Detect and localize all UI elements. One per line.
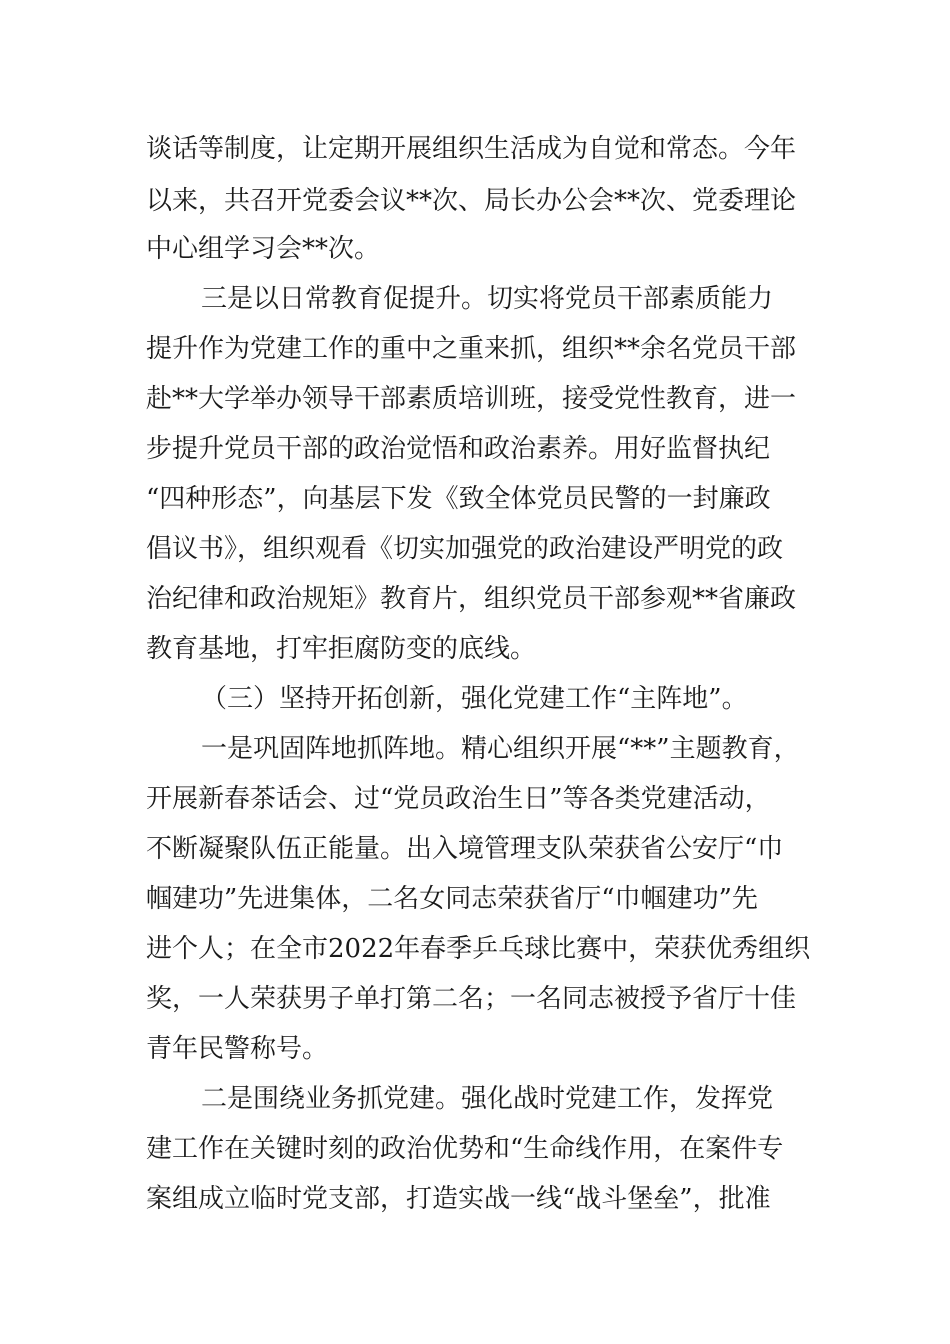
text-line: 提升作为党建工作的重中之重来抓，组织**余名党员干部: [146, 334, 797, 364]
text-line: “四种形态”，向基层下发《致全体党员民警的一封廉政: [146, 484, 771, 514]
text-line: 步提升党员干部的政治觉悟和政治素养。用好监督执纪: [146, 434, 771, 464]
paragraph-first-line: 三是以日常教育促提升。切实将党员干部素质能力: [201, 284, 774, 314]
text-line: 奖，一人荣获男子单打第二名；一名同志被授予省厅十佳: [146, 984, 797, 1014]
paragraph-first-line: 二是围绕业务抓党建。强化战时党建工作，发挥党: [201, 1084, 774, 1114]
section-heading: （三）坚持开拓创新，强化党建工作“主阵地”。: [201, 684, 748, 714]
paragraph-first-line: 一是巩固阵地抓阵地。精心组织开展“**”主题教育，: [201, 734, 800, 764]
text-line: 赴**大学举办领导干部素质培训班，接受党性教育，进一: [146, 384, 797, 414]
text-line: 青年民警称号。: [146, 1034, 329, 1064]
text-line: 帼建功”先进集体，二名女同志荣获省厅“巾帼建功”先: [146, 884, 758, 914]
text-line: 以来，共召开党委会议**次、局长办公会**次、党委理论: [146, 186, 797, 216]
text-line: 倡议书》，组织观看《切实加强党的政治建设严明党的政: [146, 534, 784, 564]
text-line: 教育基地，打牢拒腐防变的底线。: [146, 634, 537, 664]
text-line: 进个人；在全市2022年春季乒乓球比赛中，荣获优秀组织: [146, 934, 811, 964]
text-line: 治纪律和政治规矩》教育片，组织党员干部参观**省廉政: [146, 584, 797, 614]
text-line: 不断凝聚队伍正能量。出入境管理支队荣获省公安厅“巾: [146, 834, 784, 864]
text-line: 谈话等制度，让定期开展组织生活成为自觉和常态。今年: [146, 134, 797, 164]
text-line: 中心组学习会**次。: [146, 234, 381, 264]
text-line: 开展新春茶话会、过“党员政治生日”等各类党建活动，: [146, 784, 771, 814]
text-line: 案组成立临时党支部，打造实战一线“战斗堡垒”，批准: [146, 1184, 771, 1214]
text-line: 建工作在关键时刻的政治优势和“生命线作用，在案件专: [146, 1134, 784, 1164]
